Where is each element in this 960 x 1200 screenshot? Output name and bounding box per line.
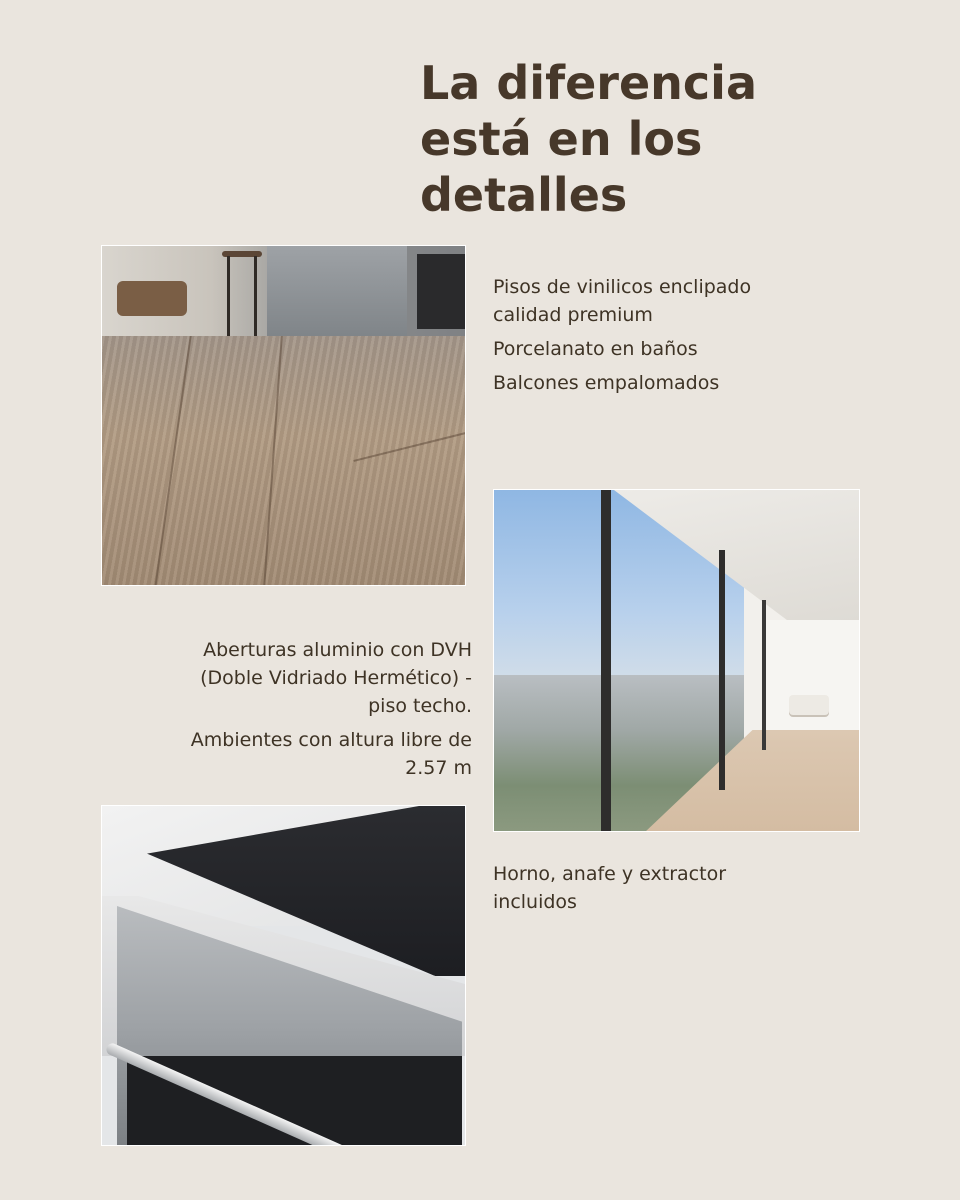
window-photo-sofa <box>789 695 829 715</box>
feature-ceiling-height: Ambientes con altura libre de 2.57 m <box>190 729 472 779</box>
feature-aluminum-openings: Aberturas aluminio con DVH (Doble Vidriado Hermético) - piso techo. <box>200 639 472 717</box>
floor-photo-planks <box>102 336 465 586</box>
feature-porcelain: Porcelanato en baños <box>493 338 698 360</box>
page-title-line-3: detalles <box>420 168 628 222</box>
floor-photo-stool-legs <box>227 256 257 336</box>
feature-balconies: Balcones empalomados <box>493 372 720 394</box>
page-title-line-1: La diferencia <box>420 56 757 110</box>
features-list <box>493 273 813 403</box>
floor-photo-sofa <box>117 281 187 316</box>
openings-list <box>160 636 472 788</box>
feature-appliances: Horno, anafe y extractor incluidos <box>493 863 727 913</box>
floor-photo <box>101 245 466 586</box>
window-photo-frame <box>719 550 725 790</box>
feature-flooring: Pisos de vinilicos enclipado calidad premium <box>493 276 752 326</box>
kitchen-photo <box>101 805 466 1146</box>
floor-photo-appliance <box>417 254 466 329</box>
kitchen-list <box>493 860 793 922</box>
floor-photo-counter <box>267 246 407 341</box>
window-photo <box>493 489 860 832</box>
window-photo-frame <box>601 490 611 832</box>
page-title <box>420 55 840 223</box>
window-photo-frame <box>762 600 766 750</box>
page-title-line-2: está en los <box>420 112 703 166</box>
